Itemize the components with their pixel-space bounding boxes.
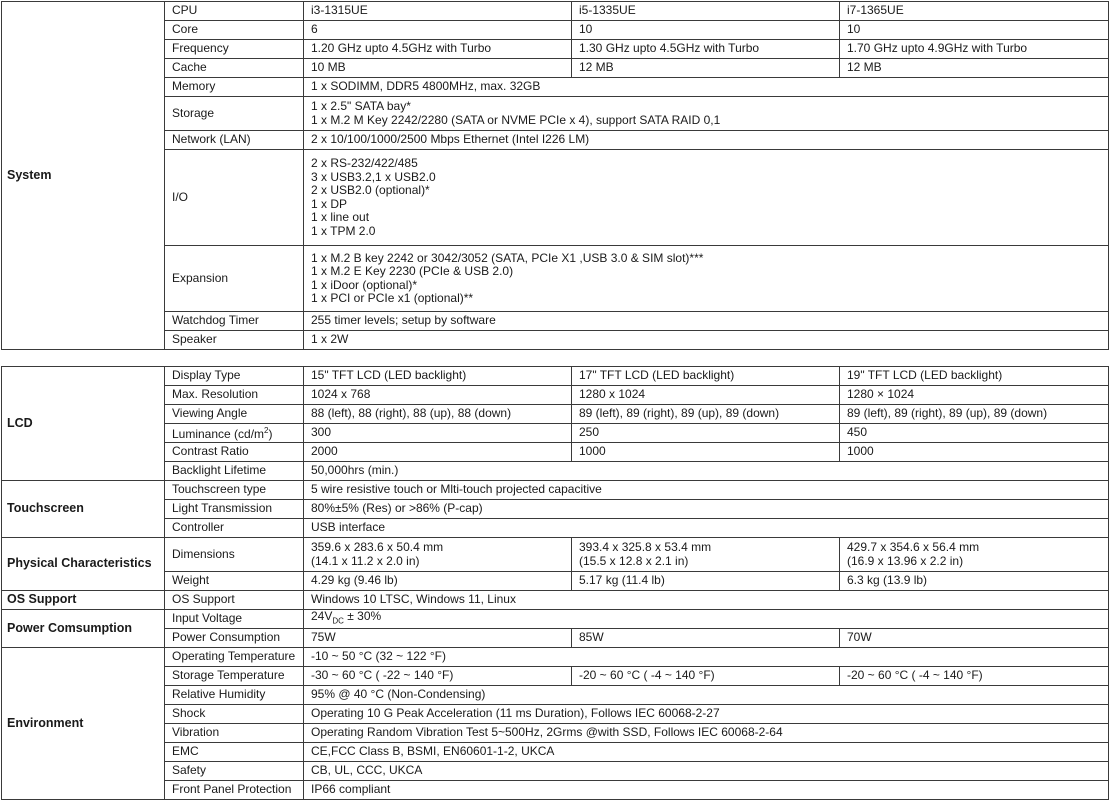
spec-row-expansion	[2, 246, 1109, 312]
spec-value-model-2: 89 (left), 89 (right), 89 (up), 89 (down)	[572, 405, 840, 424]
spec-row-viewing-angle	[2, 405, 1109, 424]
spec-value-model-1: 1024 x 768	[304, 386, 572, 405]
spec-row-dimensions	[2, 538, 1109, 572]
spec-value-model-3: 12 MB	[840, 59, 1109, 78]
cell-line: USB interface	[311, 520, 386, 535]
spec-label	[165, 743, 304, 762]
cell-line: 2 x USB2.0 (optional)*	[311, 183, 430, 197]
cell-line: 5 wire resistive touch or Mlti-touch projected capacitive	[311, 482, 602, 497]
spec-row-cache	[2, 59, 1109, 78]
cell-line: 3 x USB3.2,1 x USB2.0	[311, 169, 436, 184]
spec-label-text: Dimensions	[172, 546, 235, 561]
spec-value-model-1: 88 (left), 88 (right), 88 (up), 88 (down)	[304, 405, 572, 424]
value-text: 24V	[311, 609, 333, 624]
spec-row-weight	[2, 572, 1109, 591]
spec-label	[165, 762, 304, 781]
spec-label-text: Controller	[172, 520, 225, 535]
spec-value-model-3	[840, 538, 1109, 572]
spec-label	[165, 591, 304, 610]
spec-row-network-lan	[2, 131, 1109, 150]
spec-label-text: Storage Temperature	[172, 668, 285, 683]
section-label-system: System	[2, 2, 165, 350]
spec-label	[165, 538, 304, 572]
spec-value	[304, 724, 1109, 743]
spec-label	[165, 78, 304, 97]
spec-value-model-3: 1000	[840, 443, 1109, 462]
spec-value-model-2: 10	[572, 21, 840, 40]
spec-value	[304, 591, 1109, 610]
spec-label	[165, 667, 304, 686]
spec-value-model-1	[304, 538, 572, 572]
system-spec-table	[1, 1, 1109, 350]
spec-value-model-3: 10	[840, 21, 1109, 40]
spec-label	[165, 781, 304, 800]
spec-label-text: Frequency	[172, 41, 229, 56]
cell-line: 50,000hrs (min.)	[311, 463, 399, 478]
spec-value-model-3: 6.3 kg (13.9 lb)	[840, 572, 1109, 591]
spec-label	[165, 246, 304, 312]
spec-value	[304, 648, 1109, 667]
spec-value-model-2: 17" TFT LCD (LED backlight)	[572, 367, 840, 386]
spec-label	[165, 462, 304, 481]
cell-line: Windows 10 LTSC, Windows 11, Linux	[311, 592, 516, 607]
cell-line: 359.6 x 283.6 x 50.4 mm	[311, 540, 444, 554]
section-label-lcd: LCD	[2, 367, 165, 481]
section-label-environment: Environment	[2, 648, 165, 800]
spec-row-controller	[2, 519, 1109, 538]
cell-line: 1 x DP	[311, 196, 348, 211]
spec-value	[304, 781, 1109, 800]
cell-line: (16.9 x 13.96 x 2.2 in)	[847, 553, 964, 568]
spec-label	[165, 519, 304, 538]
spec-label-text: Memory	[172, 79, 216, 94]
spec-label	[165, 331, 304, 350]
spec-value	[304, 150, 1109, 246]
spec-label-text: Expansion	[172, 270, 229, 285]
spec-value-model-2: -20 ~ 60 °C ( -4 ~ 140 °F)	[572, 667, 840, 686]
spec-label	[165, 572, 304, 591]
cell-line: Operating Random Vibration Test 5~500Hz, 2Grms @with SSD, Follows IEC 60068-2-64	[311, 725, 783, 740]
spec-label-end: )	[268, 427, 273, 442]
superscript: 2	[264, 426, 269, 436]
spec-value-model-2: 1280 x 1024	[572, 386, 840, 405]
spec-row-relative-humidity	[2, 686, 1109, 705]
spec-row-memory	[2, 78, 1109, 97]
spec-value-model-1: 10 MB	[304, 59, 572, 78]
spec-row-emc	[2, 743, 1109, 762]
cell-line: IP66 compliant	[311, 782, 391, 797]
spec-value-model-3: 70W	[840, 629, 1109, 648]
spec-value	[304, 705, 1109, 724]
spec-label	[165, 705, 304, 724]
spec-row-backlight-lifetime	[2, 462, 1109, 481]
spec-value	[304, 78, 1109, 97]
spec-row-storage-temperature	[2, 667, 1109, 686]
spec-value-model-1: 1.20 GHz upto 4.5GHz with Turbo	[304, 40, 572, 59]
spec-row-luminance-cd-m	[2, 424, 1109, 443]
spec-label-text: Speaker	[172, 332, 217, 347]
spec-row-storage	[2, 97, 1109, 131]
spec-label	[165, 386, 304, 405]
spec-value-model-3: 450	[840, 424, 1109, 443]
spec-label	[165, 629, 304, 648]
spec-value	[304, 686, 1109, 705]
spec-label	[165, 367, 304, 386]
spec-value	[304, 246, 1109, 312]
spec-row-vibration	[2, 724, 1109, 743]
spec-label-text: I/O	[172, 189, 189, 204]
spec-row-speaker	[2, 331, 1109, 350]
cell-line: 1 x SODIMM, DDR5 4800MHz, max. 32GB	[311, 79, 541, 94]
cell-line: 1 x M.2 E Key 2230 (PCIe & USB 2.0)	[311, 264, 514, 278]
spec-value-model-2: i5-1335UE	[572, 2, 840, 21]
spec-label-text: Front Panel Protection	[172, 782, 292, 797]
spec-label-text: Light Transmission	[172, 501, 273, 516]
cell-line: 1 x PCI or PCIe x1 (optional)**	[311, 291, 474, 305]
spec-row-max-resolution	[2, 386, 1109, 405]
cell-line: 80%±5% (Res) or >86% (P-cap)	[311, 501, 483, 516]
spec-label-text: Relative Humidity	[172, 687, 266, 702]
spec-value-model-1: 2000	[304, 443, 572, 462]
spec-value	[304, 331, 1109, 350]
spec-label	[165, 424, 304, 443]
spec-row-power-consumption	[2, 629, 1109, 648]
spec-label	[165, 97, 304, 131]
spec-value-model-2	[572, 538, 840, 572]
spec-value-model-1: 6	[304, 21, 572, 40]
spec-label-text: Network (LAN)	[172, 132, 251, 147]
spec-value	[304, 97, 1109, 131]
spec-row-touchscreen-type	[2, 481, 1109, 500]
spec-label	[165, 610, 304, 629]
spec-value	[304, 312, 1109, 331]
subscript: DC	[332, 616, 344, 626]
spec-label-text: Input Voltage	[172, 611, 243, 626]
spec-row-contrast-ratio	[2, 443, 1109, 462]
spec-value	[304, 500, 1109, 519]
spec-value	[304, 610, 1109, 629]
spec-label	[165, 150, 304, 246]
spec-value-model-2: 1.30 GHz upto 4.5GHz with Turbo	[572, 40, 840, 59]
spec-value-model-1: -30 ~ 60 °C ( -22 ~ 140 °F)	[304, 667, 572, 686]
spec-value-model-1: 15" TFT LCD (LED backlight)	[304, 367, 572, 386]
spec-label-text: OS Support	[172, 592, 235, 607]
spec-value	[304, 519, 1109, 538]
spec-value-model-1: 300	[304, 424, 572, 443]
spec-label	[165, 21, 304, 40]
spec-value-model-3: i7-1365UE	[840, 2, 1109, 21]
spec-row-input-voltage	[2, 610, 1109, 629]
spec-label-text: Weight	[172, 573, 210, 588]
spec-row-shock	[2, 705, 1109, 724]
spec-label-text: Operating Temperature	[172, 649, 296, 664]
cell-line: 1 x M.2 B key 2242 or 3042/3052 (SATA, PCIe X1 ,USB 3.0 & SIM slot)***	[311, 250, 704, 265]
spec-label-text: Touchscreen type	[172, 482, 267, 497]
spec-label	[165, 40, 304, 59]
spec-value-model-2: 1000	[572, 443, 840, 462]
cell-line: 2 x RS-232/422/485	[311, 156, 418, 170]
spec-label-text: Storage	[172, 105, 215, 120]
spec-row-core	[2, 21, 1109, 40]
spec-label	[165, 2, 304, 21]
spec-label-text: Cache	[172, 60, 207, 75]
spec-label-text: Vibration	[172, 725, 220, 740]
spec-row-front-panel-protection	[2, 781, 1109, 800]
spec-value	[304, 462, 1109, 481]
cell-line: 1 x iDoor (optional)*	[311, 277, 418, 292]
cell-line: 1 x 2W	[311, 332, 349, 347]
spec-label	[165, 443, 304, 462]
spec-label-text: Core	[172, 22, 199, 37]
cell-line: CB, UL, CCC, UKCA	[311, 763, 423, 778]
spec-value-model-1: i3-1315UE	[304, 2, 572, 21]
cell-line: 1 x TPM 2.0	[311, 223, 376, 238]
spec-row-display-type	[2, 367, 1109, 386]
spec-value-model-1: 4.29 kg (9.46 lb)	[304, 572, 572, 591]
spec-label-text: Watchdog Timer	[172, 313, 259, 328]
spec-value-model-2: 85W	[572, 629, 840, 648]
spec-value-model-1: 75W	[304, 629, 572, 648]
spec-label-text: Display Type	[172, 368, 241, 383]
spec-label	[165, 481, 304, 500]
spec-value	[304, 762, 1109, 781]
spec-row-safety	[2, 762, 1109, 781]
spec-value	[304, 131, 1109, 150]
cell-line: 1 x line out	[311, 210, 370, 224]
spec-row-light-transmission	[2, 500, 1109, 519]
spec-value-model-3: 1280 × 1024	[840, 386, 1109, 405]
cell-line: 393.4 x 325.8 x 53.4 mm	[579, 540, 712, 554]
spec-label-text: Safety	[172, 763, 207, 778]
spec-label-text: Max. Resolution	[172, 387, 259, 402]
spec-row-frequency	[2, 40, 1109, 59]
spec-label	[165, 312, 304, 331]
spec-label-text: Viewing Angle	[172, 406, 248, 421]
spec-label	[165, 131, 304, 150]
cell-line: (14.1 x 11.2 x 2.0 in)	[311, 553, 420, 568]
spec-label-text: Backlight Lifetime	[172, 463, 267, 478]
spec-label	[165, 500, 304, 519]
spec-label-text: Contrast Ratio	[172, 444, 249, 459]
cell-line: -10 ~ 50 °C (32 ~ 122 °F)	[311, 649, 446, 664]
spec-value-model-2: 250	[572, 424, 840, 443]
cell-line: 255 timer levels; setup by software	[311, 313, 496, 328]
cell-line: (15.5 x 12.8 x 2.1 in)	[579, 553, 689, 568]
spec-row-os-support	[2, 591, 1109, 610]
section-label-power: Power Comsumption	[2, 610, 165, 648]
spec-label-text: CPU	[172, 3, 198, 18]
cell-line: CE,FCC Class B, BSMI, EN60601-1-2, UKCA	[311, 744, 555, 759]
cell-line: 1 x M.2 M Key 2242/2280 (SATA or NVME PCIe x 4), support SATA RAID 0,1	[311, 112, 721, 127]
spec-label-text: EMC	[172, 744, 199, 759]
spec-row-operating-temperature	[2, 648, 1109, 667]
spec-value	[304, 481, 1109, 500]
value-text-end: ± 30%	[343, 609, 382, 624]
spec-value-model-3: -20 ~ 60 °C ( -4 ~ 140 °F)	[840, 667, 1109, 686]
section-label-os: OS Support	[2, 591, 165, 610]
cell-line: 429.7 x 354.6 x 56.4 mm	[847, 540, 980, 554]
spec-label-text: Luminance (cd/m	[172, 427, 265, 442]
spec-value-model-3: 1.70 GHz upto 4.9GHz with Turbo	[840, 40, 1109, 59]
spec-value	[304, 743, 1109, 762]
spec-value-model-2: 5.17 kg (11.4 lb)	[572, 572, 840, 591]
spec-label	[165, 59, 304, 78]
spec-label	[165, 724, 304, 743]
spec-value-model-3: 19" TFT LCD (LED backlight)	[840, 367, 1109, 386]
display-spec-table	[1, 366, 1109, 800]
cell-line: 1 x 2.5" SATA bay*	[311, 99, 411, 113]
spec-label-text: Power Consumption	[172, 630, 281, 645]
spec-value-model-2: 12 MB	[572, 59, 840, 78]
spec-label	[165, 686, 304, 705]
spec-label-text: Shock	[172, 706, 206, 721]
spec-row-cpu	[2, 2, 1109, 21]
cell-line: Operating 10 G Peak Acceleration (11 ms Duration), Follows IEC 60068-2-27	[311, 706, 720, 721]
spec-label	[165, 405, 304, 424]
cell-line: 2 x 10/100/1000/2500 Mbps Ethernet (Intel I226 LM)	[311, 132, 590, 147]
section-label-touchscreen: Touchscreen	[2, 481, 165, 538]
spec-label	[165, 648, 304, 667]
spec-value-model-3: 89 (left), 89 (right), 89 (up), 89 (down)	[840, 405, 1109, 424]
section-label-physical: Physical Characteristics	[2, 538, 165, 591]
spec-row-i-o	[2, 150, 1109, 246]
spec-row-watchdog-timer	[2, 312, 1109, 331]
cell-line: 95% @ 40 °C (Non-Condensing)	[311, 687, 486, 702]
